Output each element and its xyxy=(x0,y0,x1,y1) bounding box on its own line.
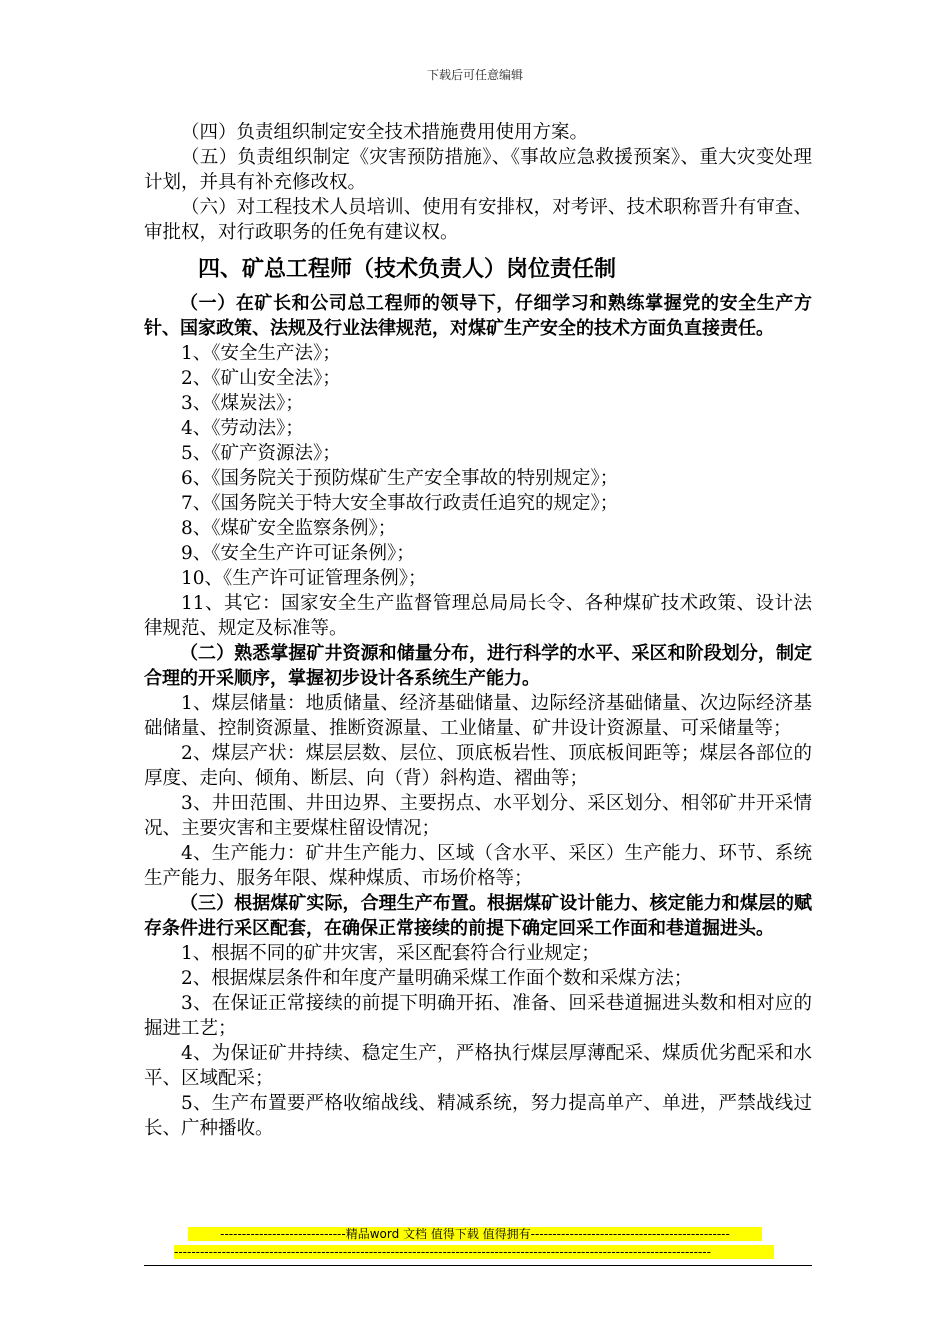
footer-dash-line: ---------------------------------------------------------------------------------------------------------------------------- xyxy=(174,1245,774,1259)
bold-paragraph: （一）在矿长和公司总工程师的领导下，仔细学习和熟练掌握党的安全生产方针、国家政策、法规及行业法律规范，对煤矿生产安全的技术方面负直接责任。 xyxy=(144,293,812,339)
paragraph: 3、《煤炭法》； xyxy=(181,393,304,414)
page-header: 下载后可任意编辑 xyxy=(426,68,523,82)
paragraph: 4、生产能力：矿井生产能力、区域（含水平、采区）生产能力、环节、系统生产能力、服务年限、煤种煤质、市场价格等； xyxy=(144,843,812,889)
paragraph: （五）负责组织制定《灾害预防措施》、《事故应急救援预案》、重大灾变处理计划，并具有补充修改权。 xyxy=(144,147,812,193)
paragraph: 1、煤层储量：地质储量、经济基础储量、边际经济基础储量、次边际经济基础储量、控制资源量、推断资源量、工业储量、矿井设计资源量、可采储量等； xyxy=(144,693,812,739)
paragraph: 8、《煤矿安全监察条例》； xyxy=(181,518,397,539)
footer-rule xyxy=(144,1265,812,1266)
section-heading: 四、矿总工程师（技术负责人）岗位责任制 xyxy=(198,257,617,282)
paragraph: 5、《矿产资源法》； xyxy=(181,443,341,464)
paragraph: 4、《劳动法》； xyxy=(181,418,304,439)
paragraph: 10、《生产许可证管理条例》； xyxy=(181,568,427,589)
paragraph: 3、在保证正常接续的前提下明确开拓、准备、回采巷道掘进头数和相对应的掘进工艺； xyxy=(144,993,812,1039)
paragraph: 7、《国务院关于特大安全事故行政责任追究的规定》； xyxy=(181,493,619,514)
paragraph: 3、井田范围、井田边界、主要拐点、水平划分、采区划分、相邻矿井开采情况、主要灾害和主要煤柱留设情况； xyxy=(144,793,812,839)
intro-paragraphs xyxy=(144,120,812,245)
paragraph: 6、《国务院关于预防煤矿生产安全事故的特别规定》； xyxy=(181,468,619,489)
paragraph: 11、其它：国家安全生产监督管理总局局长令、各种煤矿技术政策、设计法律规范、规定及标准等。 xyxy=(144,593,812,639)
paragraph: 1、《安全生产法》； xyxy=(181,343,341,364)
paragraph: （六）对工程技术人员培训、使用有安排权，对考评、技术职称晋升有审查、审批权，对行政职务的任免有建议权。 xyxy=(144,197,812,243)
bold-paragraph: （二）熟悉掌握矿井资源和储量分布，进行科学的水平、采区和阶段划分，制定合理的开采顺序，掌握初步设计各系统生产能力。 xyxy=(144,643,812,689)
paragraph: 2、《矿山安全法》； xyxy=(181,368,341,389)
footer-banner: -----------------------------精品word 文档 值得下载 值得拥有---------------------------------------------- xyxy=(188,1227,762,1241)
paragraph: 2、煤层产状：煤层层数、层位、顶底板岩性、顶底板间距等；煤层各部位的厚度、走向、倾角、断层、向（背）斜构造、褶曲等； xyxy=(144,743,812,789)
page-footer xyxy=(144,1227,812,1266)
section-body xyxy=(144,291,812,1141)
paragraph: 1、根据不同的矿井灾害，采区配套符合行业规定； xyxy=(181,943,600,964)
paragraph: （四）负责组织制定安全技术措施费用使用方案。 xyxy=(181,122,589,143)
paragraph: 9、《安全生产许可证条例》； xyxy=(181,543,415,564)
bold-paragraph: （三）根据煤矿实际，合理生产布置。根据煤矿设计能力、核定能力和煤层的赋存条件进行采区配套，在确保正常接续的前提下确定回采工作面和巷道掘进头。 xyxy=(144,893,812,939)
paragraph: 2、根据煤层条件和年度产量明确采煤工作面个数和采煤方法； xyxy=(181,968,693,989)
document-body xyxy=(144,120,812,1141)
paragraph: 4、为保证矿井持续、稳定生产，严格执行煤层厚薄配采、煤质优劣配采和水平、区域配采； xyxy=(144,1043,812,1089)
paragraph: 5、生产布置要严格收缩战线、精减系统，努力提高单产、单进，严禁战线过长、广种播收。 xyxy=(144,1093,812,1139)
